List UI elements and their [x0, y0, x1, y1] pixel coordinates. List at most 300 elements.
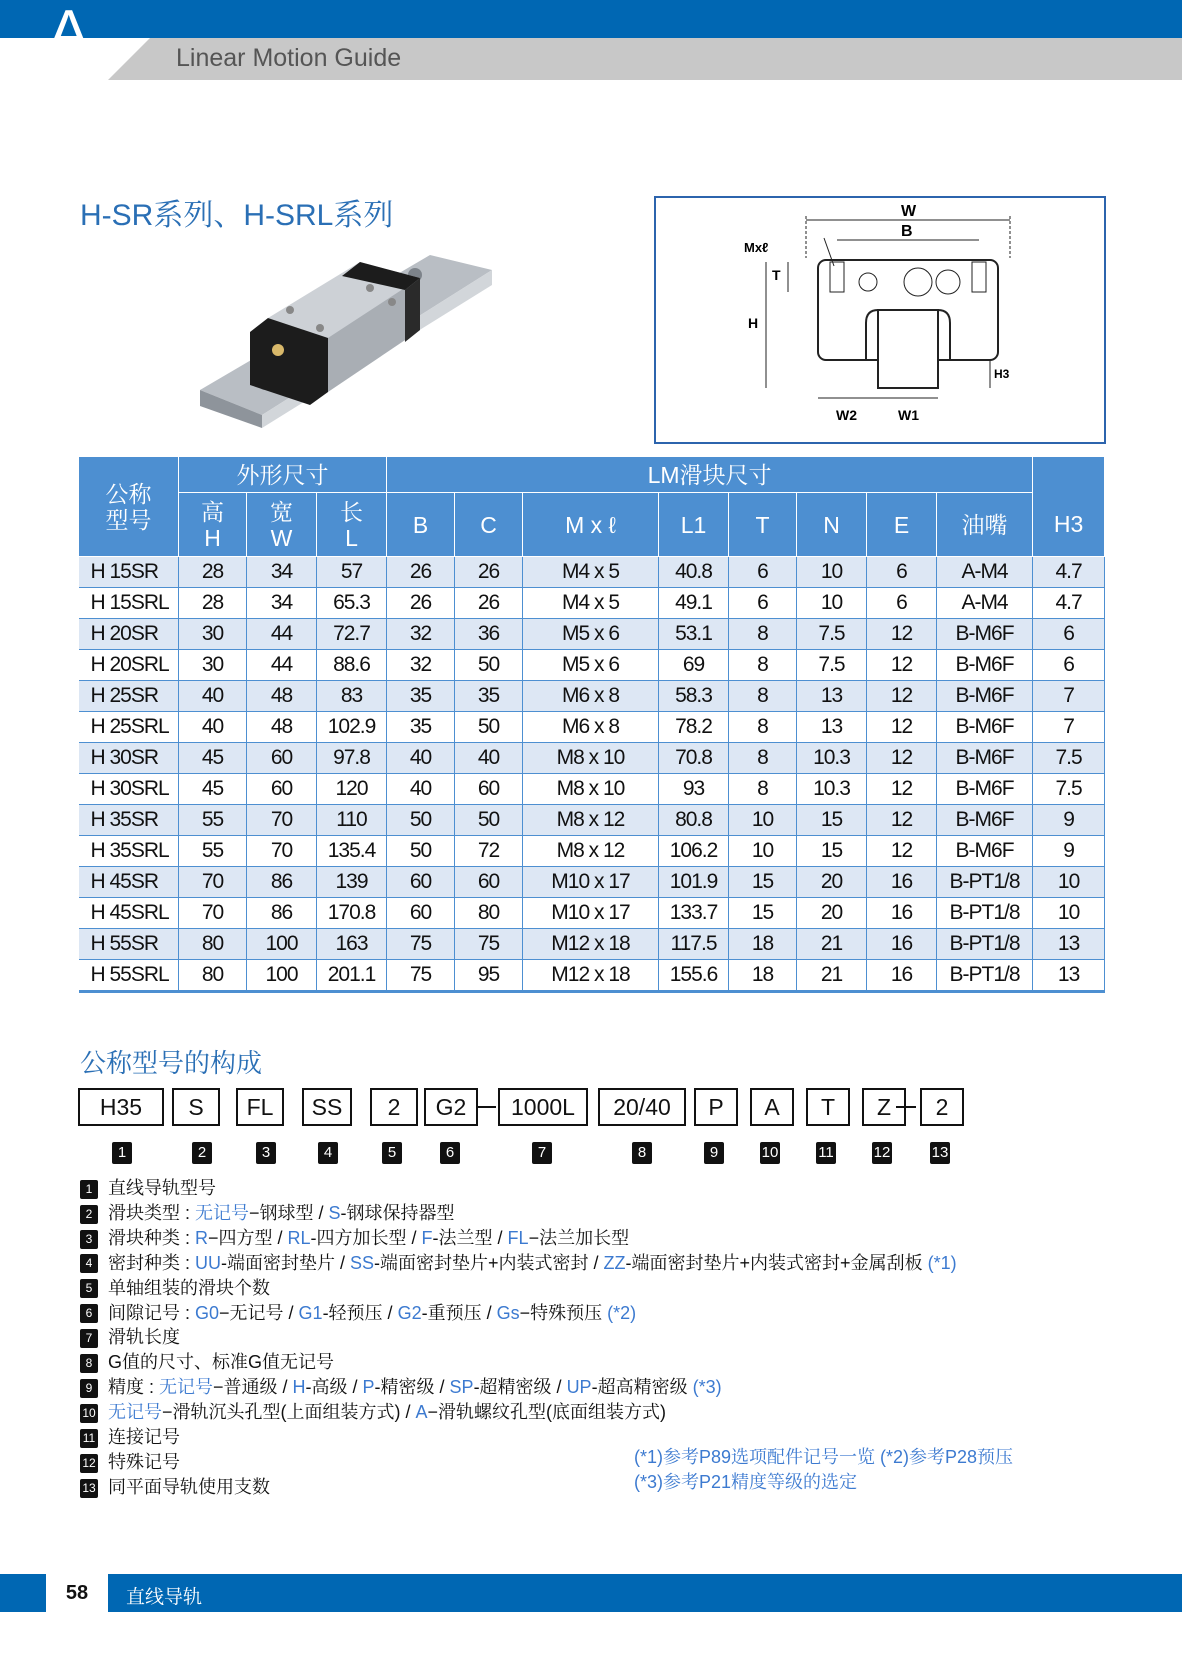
table-cell: M8 x 10 — [523, 743, 659, 774]
table-cell: 48 — [247, 681, 317, 712]
col-header-e: E — [867, 493, 937, 557]
table-cell: 12 — [867, 805, 937, 836]
table-cell: 9 — [1033, 805, 1105, 836]
col-header-t: T — [729, 493, 797, 557]
legend-text: -轻预压 / — [322, 1302, 398, 1323]
col-header-w: 宽 W — [247, 493, 317, 557]
col-header-grease-nipple: 油嘴 — [937, 493, 1033, 557]
legend-text: (*1) — [927, 1252, 957, 1273]
legend-text: ZZ — [603, 1252, 626, 1273]
table-row — [79, 712, 1105, 743]
legend-item — [80, 1201, 455, 1225]
table-cell: 10 — [729, 805, 797, 836]
table-cell: 135.4 — [317, 836, 387, 867]
reference-line: (*3)参考P21精度等级的选定 — [634, 1472, 858, 1492]
table-cell: 139 — [317, 867, 387, 898]
legend-text: RL — [287, 1227, 311, 1248]
table-cell: 7 — [1033, 681, 1105, 712]
table-cell: 10 — [1033, 867, 1105, 898]
table-cell: 7.5 — [1033, 743, 1105, 774]
code-box: H35 — [78, 1088, 164, 1126]
table-cell: 10 — [797, 557, 867, 588]
code-box: SS — [302, 1088, 352, 1126]
code-number-badge: 8 — [632, 1142, 652, 1164]
model-cell: H 45SR — [79, 867, 179, 898]
table-cell: 6 — [1033, 619, 1105, 650]
table-cell: 65.3 — [317, 588, 387, 619]
table-cell: 10 — [1033, 898, 1105, 929]
col-header-model: 公称 型号 — [79, 457, 179, 557]
table-row — [79, 557, 1105, 588]
table-cell: 7.5 — [797, 650, 867, 681]
table-cell: 80 — [455, 898, 523, 929]
table-cell: 8 — [729, 619, 797, 650]
code-box: G2 — [424, 1088, 478, 1126]
model-cell: H 35SR — [79, 805, 179, 836]
table-cell: M4 x 5 — [523, 588, 659, 619]
model-cell: H 45SRL — [79, 898, 179, 929]
header-bar — [0, 0, 1182, 38]
table-row — [79, 836, 1105, 867]
table-cell: 30 — [179, 619, 247, 650]
code-number-badge: 7 — [532, 1142, 552, 1164]
table-cell: 50 — [387, 836, 455, 867]
table-row — [79, 681, 1105, 712]
table-cell: 7.5 — [797, 619, 867, 650]
composition-title: 公称型号的构成 — [80, 1048, 263, 1078]
col-header-l: 长 L — [317, 493, 387, 557]
legend-text: -四方加长型 / — [310, 1227, 422, 1248]
table-cell: 88.6 — [317, 650, 387, 681]
table-cell: 133.7 — [659, 898, 729, 929]
table-cell: 70 — [247, 836, 317, 867]
table-cell: 106.2 — [659, 836, 729, 867]
table-cell: 83 — [317, 681, 387, 712]
legend-text: -重预压 / — [421, 1302, 497, 1323]
col-header-l1: L1 — [659, 493, 729, 557]
table-cell: 9 — [1033, 836, 1105, 867]
table-cell: A-M4 — [937, 557, 1033, 588]
legend-number-badge: 3 — [80, 1230, 98, 1249]
table-cell: 35 — [455, 681, 523, 712]
legend-text: -精密级 / — [374, 1377, 450, 1398]
table-cell: 45 — [179, 743, 247, 774]
table-cell: M10 x 17 — [523, 898, 659, 929]
legend-number-badge: 4 — [80, 1254, 98, 1273]
legend-number-badge: 5 — [80, 1279, 98, 1298]
code-number-badge: 13 — [930, 1142, 950, 1164]
table-row — [79, 619, 1105, 650]
table-cell: 6 — [867, 557, 937, 588]
legend-text: 连接记号 — [108, 1427, 180, 1447]
table-cell: 75 — [455, 929, 523, 960]
table-cell: 6 — [729, 557, 797, 588]
table-cell: 12 — [867, 743, 937, 774]
legend-item — [80, 1226, 629, 1250]
table-cell: B-M6F — [937, 712, 1033, 743]
table-cell: 117.5 — [659, 929, 729, 960]
legend-text: A — [415, 1402, 428, 1423]
code-box: 2 — [920, 1088, 964, 1126]
table-cell: 30 — [179, 650, 247, 681]
legend-number-badge: 9 — [80, 1379, 98, 1398]
col-header-b: B — [387, 493, 455, 557]
table-cell: B-M6F — [937, 836, 1033, 867]
legend-text: 无记号 — [159, 1377, 214, 1398]
table-cell: 97.8 — [317, 743, 387, 774]
table-cell: 55 — [179, 836, 247, 867]
code-box: T — [806, 1088, 850, 1126]
dim-label-w: W — [901, 203, 917, 220]
legend-text: SP — [449, 1377, 474, 1398]
table-cell: B-PT1/8 — [937, 867, 1033, 898]
reference-line: (*1)参考P89选项配件记号一览 (*2)参考P28预压 — [634, 1447, 1014, 1467]
table-cell: M6 x 8 — [523, 712, 659, 743]
table-cell: 100 — [247, 929, 317, 960]
table-cell: 75 — [387, 960, 455, 992]
group-header-outer: 外形尺寸 — [179, 457, 387, 493]
table-cell: 35 — [387, 712, 455, 743]
table-cell: 28 — [179, 588, 247, 619]
legend-text: SS — [350, 1252, 375, 1273]
table-cell: 50 — [455, 712, 523, 743]
legend-text: -超精密级 / — [473, 1377, 567, 1398]
legend-number-badge: 13 — [80, 1479, 98, 1498]
table-cell: 10.3 — [797, 774, 867, 805]
code-number-badge: 5 — [382, 1142, 402, 1164]
table-cell: 170.8 — [317, 898, 387, 929]
table-cell: 110 — [317, 805, 387, 836]
legend-number-badge: 10 — [80, 1404, 98, 1423]
table-cell: 44 — [247, 650, 317, 681]
table-cell: 16 — [867, 898, 937, 929]
table-cell: 10 — [797, 588, 867, 619]
table-cell: 6 — [867, 588, 937, 619]
table-cell: 40 — [179, 712, 247, 743]
table-cell: 8 — [729, 774, 797, 805]
table-cell: 18 — [729, 960, 797, 992]
legend-number-badge: 11 — [80, 1429, 98, 1448]
table-cell: 93 — [659, 774, 729, 805]
header-title: Linear Motion Guide — [176, 44, 402, 72]
table-cell: 32 — [387, 650, 455, 681]
legend-number-badge: 8 — [80, 1354, 98, 1373]
table-cell: 13 — [797, 681, 867, 712]
legend-text: P — [362, 1377, 375, 1398]
table-cell: 50 — [387, 805, 455, 836]
table-cell: 72 — [455, 836, 523, 867]
code-box: 1000L — [498, 1088, 588, 1126]
table-cell: 26 — [455, 588, 523, 619]
table-cell: M4 x 5 — [523, 557, 659, 588]
table-cell: 40 — [387, 743, 455, 774]
table-row — [79, 929, 1105, 960]
table-cell: M5 x 6 — [523, 650, 659, 681]
model-cell: H 30SRL — [79, 774, 179, 805]
legend-text: -法兰型 / — [432, 1227, 508, 1248]
legend-number-badge: 7 — [80, 1329, 98, 1348]
table-cell: 12 — [867, 650, 937, 681]
table-cell: 32 — [387, 619, 455, 650]
table-cell: 4.7 — [1033, 588, 1105, 619]
code-box: A — [750, 1088, 794, 1126]
legend-item — [80, 1325, 180, 1349]
legend-text: 滑轨长度 — [108, 1327, 180, 1348]
legend-text: H — [292, 1377, 306, 1398]
table-cell: 20 — [797, 898, 867, 929]
group-header-lm: LM滑块尺寸 — [387, 457, 1033, 493]
table-cell: 86 — [247, 898, 317, 929]
legend-text: −滑轨沉头孔型(上面组装方式) / — [162, 1402, 416, 1423]
table-cell: 50 — [455, 805, 523, 836]
table-cell: 7 — [1033, 712, 1105, 743]
table-cell: B-M6F — [937, 619, 1033, 650]
table-cell: 72.7 — [317, 619, 387, 650]
code-box: S — [172, 1088, 220, 1126]
table-cell: M10 x 17 — [523, 867, 659, 898]
table-cell: 40 — [179, 681, 247, 712]
table-cell: B-M6F — [937, 805, 1033, 836]
table-cell: B-M6F — [937, 774, 1033, 805]
legend-item — [80, 1301, 636, 1325]
legend-text: 同平面导轨使用支数 — [108, 1476, 270, 1497]
table-cell: 6 — [729, 588, 797, 619]
model-cell: H 55SRL — [79, 960, 179, 992]
table-cell: M8 x 10 — [523, 774, 659, 805]
legend-text: −特殊预压 — [519, 1302, 608, 1323]
code-number-badge: 9 — [704, 1142, 724, 1164]
legend-item — [80, 1350, 334, 1374]
legend-item — [80, 1425, 180, 1449]
legend-text: −普通级 / — [213, 1377, 293, 1398]
table-cell: 15 — [797, 805, 867, 836]
code-box: 2 — [370, 1088, 418, 1126]
table-cell: 60 — [387, 867, 455, 898]
table-cell: 75 — [387, 929, 455, 960]
table-cell: 100 — [247, 960, 317, 992]
table-cell: 50 — [455, 650, 523, 681]
legend-item — [80, 1375, 722, 1399]
table-cell: 13 — [797, 712, 867, 743]
legend-text: G2 — [397, 1302, 422, 1323]
table-cell: 4.7 — [1033, 557, 1105, 588]
table-cell: 80 — [179, 929, 247, 960]
model-cell: H 25SR — [79, 681, 179, 712]
table-cell: 60 — [455, 867, 523, 898]
table-cell: 8 — [729, 712, 797, 743]
table-cell: 60 — [455, 774, 523, 805]
table-cell: 40 — [387, 774, 455, 805]
table-cell: 13 — [1033, 929, 1105, 960]
table-cell: 35 — [387, 681, 455, 712]
dim-label-h3: H3 — [994, 367, 1010, 381]
dim-label-t: T — [772, 267, 781, 283]
legend-text: -端面密封垫片+内装式密封+金属刮板 — [625, 1252, 928, 1273]
table-cell: 20 — [797, 867, 867, 898]
table-row — [79, 743, 1105, 774]
legend-text: -钢球保持器型 — [340, 1202, 455, 1223]
legend-text: R — [195, 1227, 209, 1248]
legend-text: UP — [566, 1377, 592, 1398]
legend-text: G1 — [298, 1302, 323, 1323]
diagram-drawing — [656, 198, 1104, 442]
legend-text: FL — [507, 1227, 529, 1248]
table-cell: M12 x 18 — [523, 960, 659, 992]
table-cell: 7.5 — [1033, 774, 1105, 805]
model-cell: H 15SRL — [79, 588, 179, 619]
code-number-badge: 10 — [760, 1142, 780, 1164]
table-row — [79, 898, 1105, 929]
legend-text: 滑块种类 : — [108, 1227, 196, 1248]
table-cell: 21 — [797, 960, 867, 992]
legend-text: 特殊记号 — [108, 1451, 180, 1472]
table-cell: 40.8 — [659, 557, 729, 588]
table-cell: 80.8 — [659, 805, 729, 836]
legend-item — [80, 1251, 957, 1275]
table-cell: 16 — [867, 867, 937, 898]
table-cell: 155.6 — [659, 960, 729, 992]
table-cell: B-PT1/8 — [937, 929, 1033, 960]
table-cell: 48 — [247, 712, 317, 743]
table-cell: 57 — [317, 557, 387, 588]
table-cell: 102.9 — [317, 712, 387, 743]
model-cell: H 20SR — [79, 619, 179, 650]
table-cell: 44 — [247, 619, 317, 650]
table-cell: M12 x 18 — [523, 929, 659, 960]
page-number: 58 — [65, 1582, 89, 1604]
legend-text: Gs — [496, 1302, 520, 1323]
legend-text: (*2) — [607, 1302, 637, 1323]
dim-label-mxl: Mxℓ — [744, 240, 769, 255]
code-number-badge: 4 — [318, 1142, 338, 1164]
model-cell: H 35SRL — [79, 836, 179, 867]
model-cell: H 25SRL — [79, 712, 179, 743]
section-letter: A — [48, 0, 90, 67]
legend-text: (*3) — [692, 1377, 722, 1398]
table-cell: 34 — [247, 557, 317, 588]
legend-text: 无记号 — [108, 1402, 162, 1423]
series-title: H-SR系列、H-SRL系列 — [80, 199, 394, 232]
table-cell: 15 — [729, 898, 797, 929]
h3-header-top — [1033, 457, 1105, 493]
cross-section-diagram — [654, 196, 1106, 444]
legend-text: 间隙记号 : — [108, 1302, 196, 1323]
col-header-h: 高 H — [179, 493, 247, 557]
col-header-c: C — [455, 493, 523, 557]
code-box: Z — [862, 1088, 906, 1126]
table-cell: 12 — [867, 681, 937, 712]
legend-text: -端面密封垫片+内装式密封 / — [374, 1252, 604, 1273]
table-cell: B-M6F — [937, 681, 1033, 712]
code-number-badge: 2 — [192, 1142, 212, 1164]
legend-text: −钢球型 / — [249, 1202, 329, 1223]
table-cell: 10 — [729, 836, 797, 867]
code-dash — [476, 1106, 496, 1108]
legend-text: 直线导轨型号 — [108, 1178, 216, 1198]
table-cell: 15 — [797, 836, 867, 867]
table-cell: 28 — [179, 557, 247, 588]
table-cell: 36 — [455, 619, 523, 650]
legend-text: 密封种类 : — [108, 1252, 196, 1273]
legend-text: -端面密封垫片 / — [221, 1252, 351, 1273]
product-image — [200, 240, 500, 440]
table-cell: 12 — [867, 712, 937, 743]
legend-text: −滑轨螺纹孔型(底面组装方式) — [427, 1402, 667, 1423]
table-cell: 95 — [455, 960, 523, 992]
table-row — [79, 588, 1105, 619]
table-cell: 80 — [179, 960, 247, 992]
table-cell: 15 — [729, 867, 797, 898]
table-cell: B-PT1/8 — [937, 960, 1033, 992]
footer-label: 直线导轨 — [126, 1587, 203, 1608]
legend-text: −四方型 / — [208, 1227, 288, 1248]
table-cell: 60 — [247, 774, 317, 805]
table-cell: 10.3 — [797, 743, 867, 774]
table-cell: 86 — [247, 867, 317, 898]
table-cell: 21 — [797, 929, 867, 960]
table-cell: 26 — [387, 588, 455, 619]
legend-text: 单轴组装的滑块个数 — [108, 1277, 270, 1298]
legend-text: -高级 / — [305, 1377, 363, 1398]
legend-item — [80, 1475, 270, 1499]
legend-text: UU — [195, 1252, 222, 1273]
table-cell: M5 x 6 — [523, 619, 659, 650]
table-cell: 16 — [867, 960, 937, 992]
table-cell: B-M6F — [937, 650, 1033, 681]
table-cell: 12 — [867, 619, 937, 650]
model-cell: H 30SR — [79, 743, 179, 774]
table-cell: 55 — [179, 805, 247, 836]
code-number-badge: 3 — [256, 1142, 276, 1164]
code-number-badge: 6 — [440, 1142, 460, 1164]
references — [634, 1445, 1013, 1495]
table-cell: 18 — [729, 929, 797, 960]
legend-text: 精度 : — [108, 1377, 160, 1398]
legend-text: 滑块类型 : — [108, 1202, 196, 1223]
table-cell: 40 — [455, 743, 523, 774]
code-box: P — [694, 1088, 738, 1126]
col-header-n: N — [797, 493, 867, 557]
legend-text: 无记号 — [195, 1202, 250, 1223]
table-cell: 201.1 — [317, 960, 387, 992]
legend-number-badge: 12 — [80, 1454, 98, 1473]
col-header-h3: H3 — [1033, 493, 1105, 557]
spec-table-body — [79, 557, 1105, 992]
code-number-badge: 12 — [872, 1142, 892, 1164]
table-cell: 70.8 — [659, 743, 729, 774]
table-cell: 120 — [317, 774, 387, 805]
table-cell: B-M6F — [937, 743, 1033, 774]
table-row — [79, 805, 1105, 836]
table-cell: 101.9 — [659, 867, 729, 898]
table-row — [79, 774, 1105, 805]
table-cell: 58.3 — [659, 681, 729, 712]
legend-item — [80, 1400, 666, 1424]
table-cell: 26 — [455, 557, 523, 588]
table-row — [79, 867, 1105, 898]
table-cell: 26 — [387, 557, 455, 588]
table-cell: 53.1 — [659, 619, 729, 650]
table-row — [79, 960, 1105, 992]
spec-table — [78, 456, 1105, 993]
code-box: FL — [236, 1088, 284, 1126]
dim-label-h: H — [748, 315, 759, 331]
code-box: 20/40 — [598, 1088, 686, 1126]
table-cell: 8 — [729, 650, 797, 681]
table-cell: 163 — [317, 929, 387, 960]
table-cell: 69 — [659, 650, 729, 681]
table-cell: 16 — [867, 929, 937, 960]
